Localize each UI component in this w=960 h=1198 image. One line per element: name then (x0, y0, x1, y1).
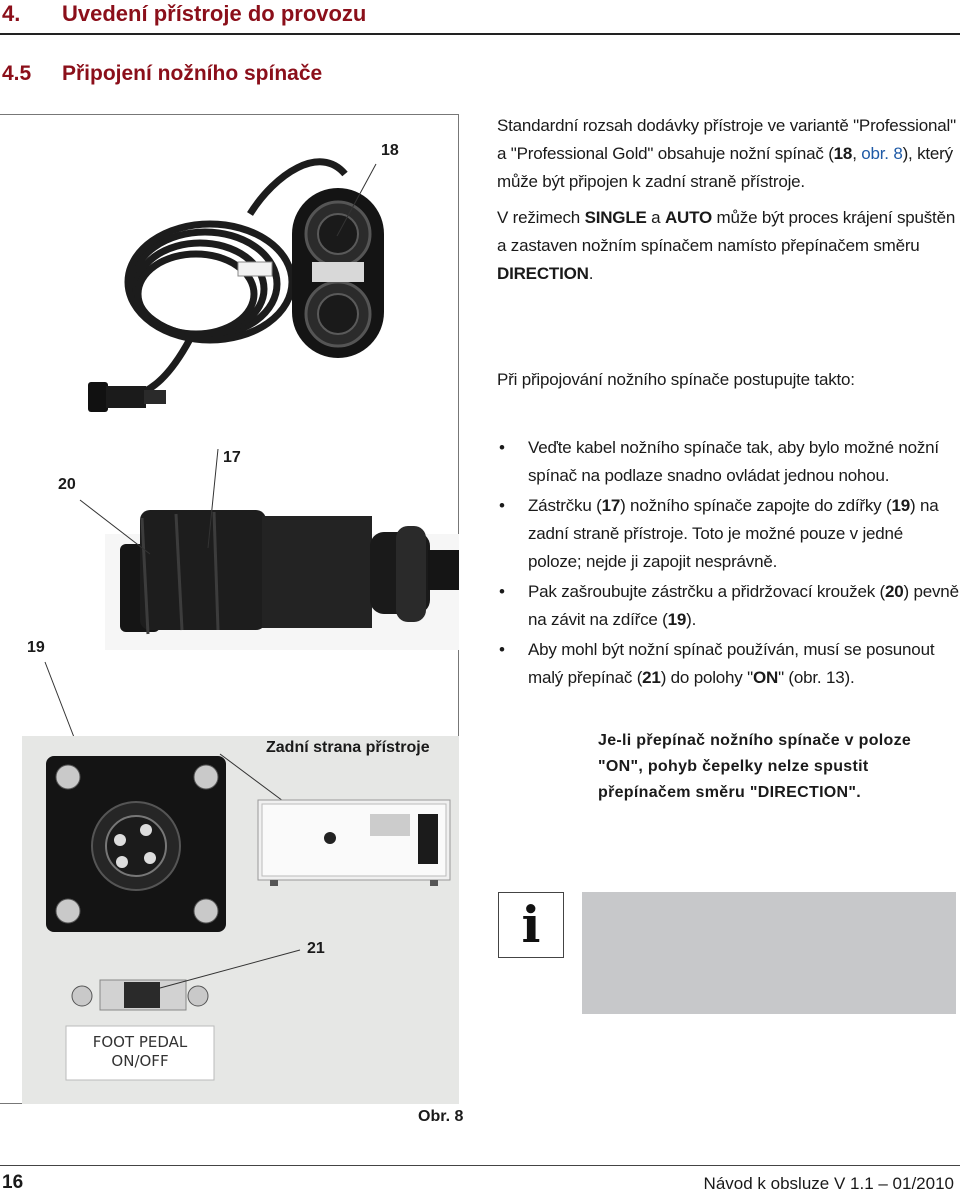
callout-17: 17 (223, 449, 241, 466)
switch-label-line2: ON/OFF (111, 1052, 169, 1070)
chapter-number: 4. (2, 1, 21, 26)
section-number: 4.5 (2, 62, 32, 85)
info-icon (498, 892, 564, 958)
footer-manual-version: Návod k obsluze V 1.1 – 01/2010 (703, 1174, 954, 1193)
device-back-illustration (258, 800, 450, 886)
warning-note: Je-li přepínač nožního spínače v poloze "ON", pohyb čepelky nelze spustit přepínačem směru "DIRECTION". (598, 732, 912, 801)
intro-paragraph-1: Standardní rozsah dodávky přístroje ve variantě "Professional" a "Professional Gold" obsahuje nožní spínač (18, obr. 8), který může být připojen k zadní straně přístroje. (497, 116, 956, 191)
callout-20: 20 (58, 476, 76, 493)
callout-18: 18 (381, 142, 399, 159)
figure-link[interactable]: obr. 8 (861, 144, 903, 163)
intro-paragraph-3: Při připojování nožního spínače postupujte takto: (497, 370, 855, 389)
foot-pedal-illustration (292, 188, 384, 358)
steps-list (497, 434, 959, 694)
info-icon-letter: i (521, 895, 541, 954)
rear-side-label: Zadní strana přístroje (266, 739, 430, 756)
section-title: Připojení nožního spínače (62, 62, 323, 85)
switch-label-line1: FOOT PEDAL (92, 1033, 188, 1051)
info-box (582, 892, 956, 1014)
list-item: • Pak zašroubujte zástrčku a přidržovací kroužek (20) pevně na závit na zdířce (19). (499, 582, 959, 629)
intro-paragraph-2: V režimech SINGLE a AUTO může být proces krájení spuštěn a zastaven nožním spínačem namísto přepínačem směru DIRECTION. (497, 208, 956, 283)
chapter-header (0, 0, 960, 34)
cable-tie (238, 262, 272, 276)
chapter-title: Uvedení přístroje do provozu (62, 1, 367, 26)
plug-illustration (105, 510, 459, 650)
figure-caption: Obr. 8 (418, 1108, 464, 1125)
page-number: 16 (2, 1172, 24, 1193)
footer-rule (0, 1165, 960, 1166)
list-item: • Zástrčku (17) nožního spínače zapojte do zdířky (19) na zadní straně přístroje. Toto je možné pouze v jedné poloze; nejde ji zapojit nesprávně. (499, 496, 939, 571)
callout-19: 19 (27, 639, 45, 656)
header-rule (0, 33, 960, 35)
figure-illustration (0, 114, 459, 1104)
list-item: • Veďte kabel nožního spínače tak, aby bylo možné nožní spínač na podlaze snadno ovládat jednou nohou. (499, 438, 939, 485)
callout-21: 21 (307, 940, 325, 957)
foot-pedal-switch-label (66, 1033, 214, 1071)
list-item: • Aby mohl být nožní spínač používán, musí se posunout malý přepínač (21) do polohy "ON" (obr. 13). (499, 640, 935, 687)
